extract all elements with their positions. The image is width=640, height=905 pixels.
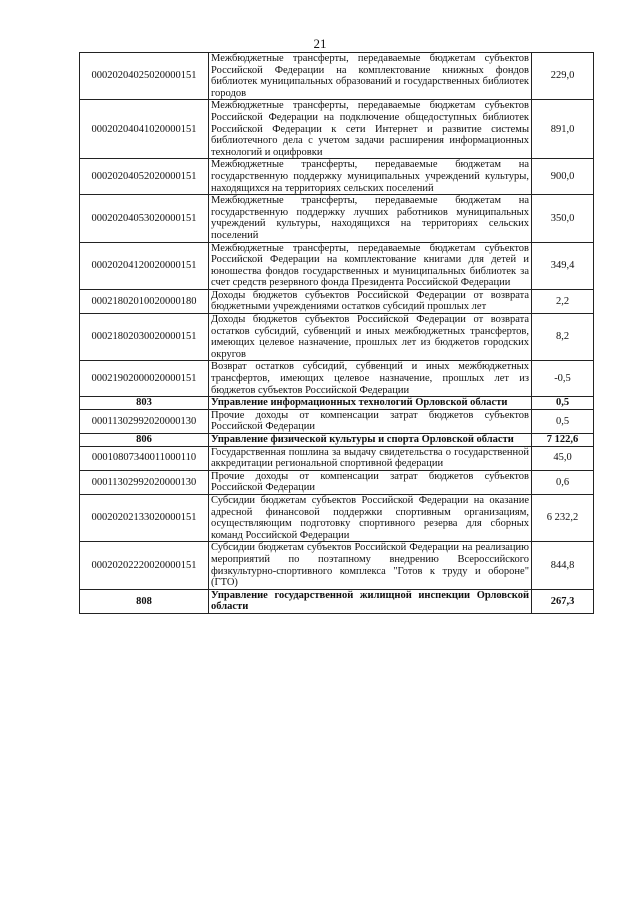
description-cell: Межбюджетные трансферты, передаваемые бюджетам субъектов Российской Федерации на комплектование книжных фондов библиотек муниципальных образований и государственных библиотек городов — [209, 53, 532, 100]
amount-cell: 900,0 — [532, 159, 594, 195]
amount-cell: 267,3 — [532, 589, 594, 613]
table-row — [80, 494, 594, 541]
table-row — [80, 53, 594, 100]
table-row — [80, 314, 594, 361]
table-row — [80, 470, 594, 494]
code-cell: 00021802010020000180 — [80, 289, 209, 313]
amount-cell: 7 122,6 — [532, 434, 594, 447]
amount-cell: 844,8 — [532, 542, 594, 589]
table-row — [80, 195, 594, 242]
table-row — [80, 446, 594, 470]
table-row — [80, 242, 594, 289]
description-cell: Государственная пошлина за выдачу свидетельства о государственной аккредитации региональной спортивной федерации — [209, 446, 532, 470]
code-cell: 00011302992020000130 — [80, 470, 209, 494]
code-cell: 803 — [80, 397, 209, 410]
amount-cell: 2,2 — [532, 289, 594, 313]
amount-cell: 891,0 — [532, 100, 594, 159]
code-cell: 808 — [80, 589, 209, 613]
code-cell: 00020202133020000151 — [80, 494, 209, 541]
description-cell: Субсидии бюджетам субъектов Российской Федерации на реализацию мероприятий по поэтапному внедрению Всероссийского физкультурно-спортивного комплекса "Готов к труду и обороне" (ГТО) — [209, 542, 532, 589]
department-header-row — [80, 397, 594, 410]
table-row — [80, 361, 594, 397]
code-cell: 00021902000020000151 — [80, 361, 209, 397]
code-cell: 00020204025020000151 — [80, 53, 209, 100]
description-cell: Межбюджетные трансферты, передаваемые бюджетам на государственную поддержку лучших работников муниципальных учреждений культуры, находящихся на территориях сельских поселений — [209, 195, 532, 242]
department-header-row — [80, 434, 594, 447]
amount-cell: 229,0 — [532, 53, 594, 100]
amount-cell: 350,0 — [532, 195, 594, 242]
page-number: 21 — [313, 36, 327, 51]
amount-cell: 0,6 — [532, 470, 594, 494]
description-cell: Возврат остатков субсидий, субвенций и иных межбюджетных трансфертов, имеющих целевое назначение, прошлых лет из бюджетов субъектов Российской Федерации — [209, 361, 532, 397]
description-cell: Управление информационных технологий Орловской области — [209, 397, 532, 410]
description-cell: Межбюджетные трансферты, передаваемые бюджетам на государственную поддержку муниципальных учреждений культуры, находящихся на территориях сельских поселений — [209, 159, 532, 195]
description-cell: Управление физической культуры и спорта Орловской области — [209, 434, 532, 447]
amount-cell: 0,5 — [532, 397, 594, 410]
code-cell: 00020204053020000151 — [80, 195, 209, 242]
description-cell: Управление государственной жилищной инспекции Орловской области — [209, 589, 532, 613]
code-cell: 00020204052020000151 — [80, 159, 209, 195]
description-cell: Межбюджетные трансферты, передаваемые бюджетам субъектов Российской Федерации на подключение общедоступных библиотек Российской Федерации к сети Интернет и развитие системы библиотечного дела с учетом задачи расширения информационных технологий и оцифровки — [209, 100, 532, 159]
department-header-row — [80, 589, 594, 613]
amount-cell: -0,5 — [532, 361, 594, 397]
table-row — [80, 159, 594, 195]
code-cell: 806 — [80, 434, 209, 447]
code-cell: 00020204120020000151 — [80, 242, 209, 289]
budget-table — [79, 52, 594, 614]
amount-cell: 349,4 — [532, 242, 594, 289]
amount-cell: 0,5 — [532, 409, 594, 433]
amount-cell: 6 232,2 — [532, 494, 594, 541]
code-cell: 00011302992020000130 — [80, 409, 209, 433]
code-cell: 00010807340011000110 — [80, 446, 209, 470]
code-cell: 00020204041020000151 — [80, 100, 209, 159]
table-row — [80, 542, 594, 589]
amount-cell: 8,2 — [532, 314, 594, 361]
table-row — [80, 409, 594, 433]
description-cell: Доходы бюджетов субъектов Российской Федерации от возврата бюджетными учреждениями остатков субсидий прошлых лет — [209, 289, 532, 313]
budget-table-body — [80, 53, 594, 614]
code-cell: 00021802030020000151 — [80, 314, 209, 361]
description-cell: Межбюджетные трансферты, передаваемые бюджетам субъектов Российской Федерации на комплектование книгами для детей и юношества фондов государственных и муниципальных библиотек за счет средств резервного фонда Президента Российской Федерации — [209, 242, 532, 289]
amount-cell: 45,0 — [532, 446, 594, 470]
description-cell: Прочие доходы от компенсации затрат бюджетов субъектов Российской Федерации — [209, 409, 532, 433]
description-cell: Доходы бюджетов субъектов Российской Федерации от возврата остатков субсидий, субвенций и иных межбюджетных трансфертов, имеющих целевое назначение, прошлых лет из бюджетов городских округов — [209, 314, 532, 361]
table-row — [80, 289, 594, 313]
description-cell: Прочие доходы от компенсации затрат бюджетов субъектов Российской Федерации — [209, 470, 532, 494]
code-cell: 00020202220020000151 — [80, 542, 209, 589]
table-row — [80, 100, 594, 159]
description-cell: Субсидии бюджетам субъектов Российской Федерации на оказание адресной финансовой поддержки спортивным организациям, осуществляющим подготовку спортивного резерва для сборных команд Российской Федерации — [209, 494, 532, 541]
